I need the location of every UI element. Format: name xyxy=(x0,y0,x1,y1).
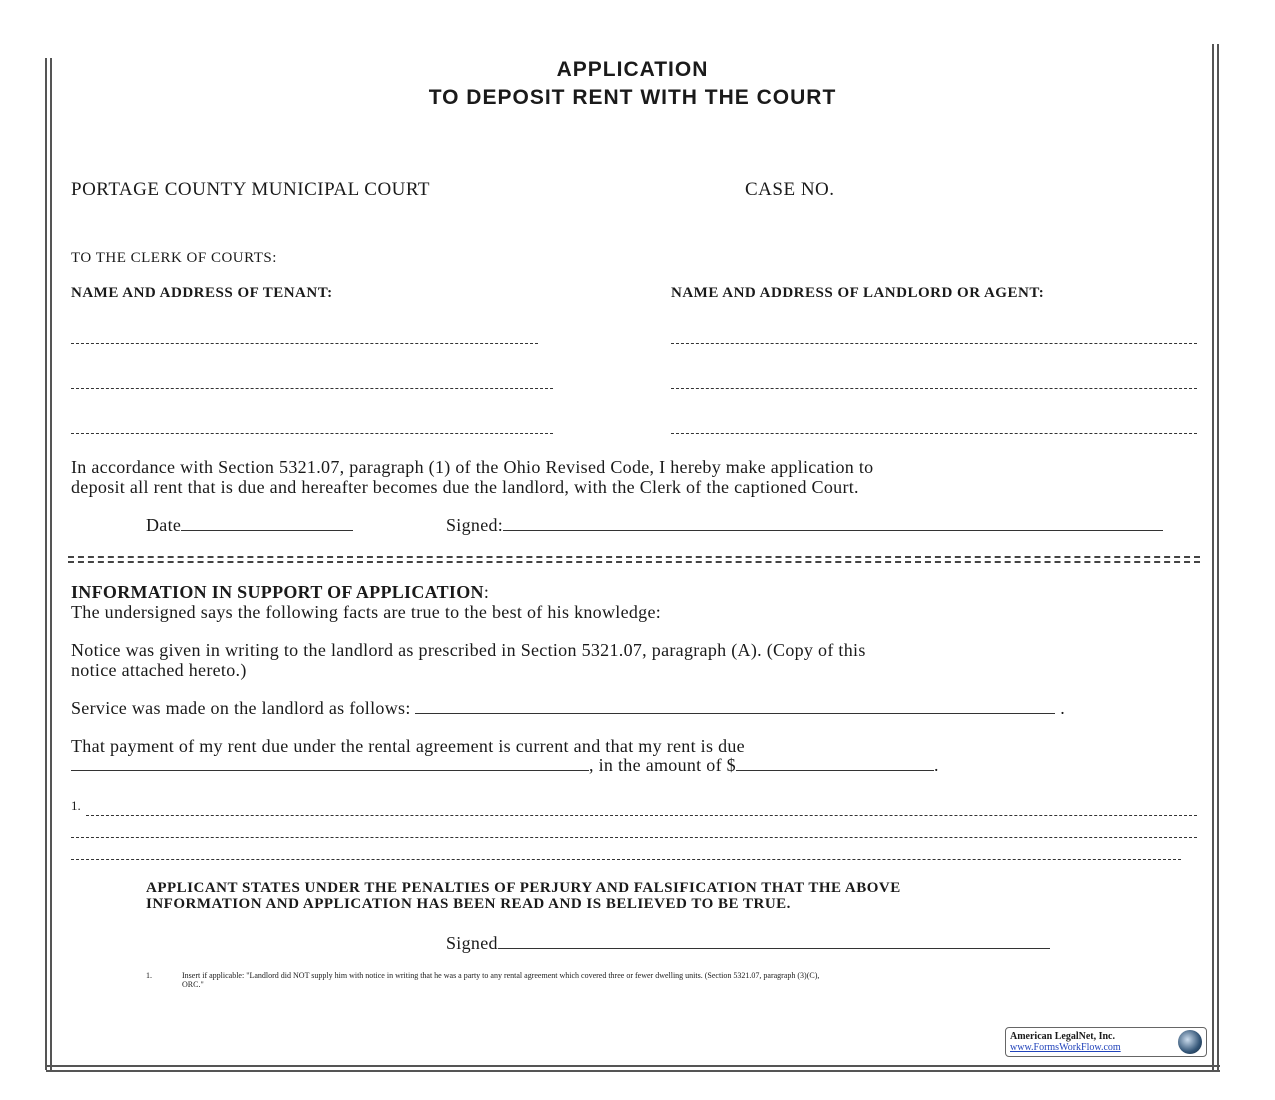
notice-line-1: Notice was given in writing to the landlord as prescribed in Section 5321.07, paragraph (A). (Copy of this xyxy=(71,640,866,660)
logo-url[interactable]: www.FormsWorkFlow.com xyxy=(1010,1042,1121,1053)
landlord-line-1[interactable] xyxy=(671,343,1197,344)
case-no-label: CASE NO. xyxy=(745,179,835,200)
signed-label: Signed: xyxy=(446,515,504,535)
application-text-1: In accordance with Section 5321.07, paragraph (1) of the Ohio Revised Code, I hereby make application to xyxy=(71,457,874,477)
court-name: PORTAGE COUNTY MUNICIPAL COURT xyxy=(71,179,431,200)
tenant-line-1[interactable] xyxy=(71,343,538,344)
payment-line-1: That payment of my rent due under the rental agreement is current and that my rent is due xyxy=(71,736,745,756)
date-field[interactable] xyxy=(146,515,353,536)
perjury-line-1: APPLICANT STATES UNDER THE PENALTIES OF PERJURY AND FALSIFICATION THAT THE ABOVE xyxy=(146,880,901,896)
to-clerk: TO THE CLERK OF COURTS: xyxy=(71,250,277,266)
title-line-2: TO DEPOSIT RENT WITH THE COURT xyxy=(428,86,837,109)
info-heading: INFORMATION IN SUPPORT OF APPLICATION: xyxy=(71,582,490,602)
logo-name: American LegalNet, Inc. xyxy=(1010,1031,1115,1042)
perjury-line-2: INFORMATION AND APPLICATION HAS BEEN READ AND IS BELIEVED TO BE TRUE. xyxy=(146,896,791,912)
title-line-1: APPLICATION xyxy=(556,58,709,81)
landlord-line-2[interactable] xyxy=(671,388,1197,389)
landlord-label: NAME AND ADDRESS OF LANDLORD OR AGENT: xyxy=(671,285,1045,301)
landlord-line-3[interactable] xyxy=(671,433,1197,434)
globe-icon xyxy=(1178,1030,1202,1054)
section-divider xyxy=(68,556,1200,563)
payment-field[interactable]: , in the amount of $ . xyxy=(71,755,939,776)
footnote-text-1: Insert if applicable: "Landlord did NOT supply him with notice in writing that he was a party to any rental agreement which covered three or fewer dwelling units. (Section 5321.07, paragraph (3)(C), xyxy=(182,971,820,980)
application-text-2: deposit all rent that is due and hereafter becomes due the landlord, with the Clerk of the captioned Court. xyxy=(71,477,859,497)
notice-line-2: notice attached hereto.) xyxy=(71,660,247,680)
bottom-border xyxy=(46,1065,1220,1072)
american-legalnet-logo xyxy=(1005,1027,1207,1057)
footnote-number: 1. xyxy=(146,971,152,980)
footnote-line-3[interactable] xyxy=(71,859,1181,860)
footnote-text-2: ORC." xyxy=(182,980,204,989)
tenant-line-3[interactable] xyxy=(71,433,553,434)
service-field[interactable]: Service was made on the landlord as follows: . xyxy=(71,698,1066,718)
tenant-line-2[interactable] xyxy=(71,388,553,389)
footnote-marker: 1. xyxy=(71,798,81,813)
footnote-line-2[interactable] xyxy=(71,837,1197,838)
right-border xyxy=(1212,44,1219,1070)
left-border xyxy=(45,58,52,1070)
date-label: Date xyxy=(146,515,182,535)
footnote-line-1[interactable] xyxy=(86,815,1197,816)
info-intro: The undersigned says the following facts are true to the best of his knowledge: xyxy=(71,602,662,622)
final-signed-field[interactable]: Signed xyxy=(446,933,1050,954)
tenant-label: NAME AND ADDRESS OF TENANT: xyxy=(71,285,333,301)
signed-field[interactable] xyxy=(446,515,1163,536)
